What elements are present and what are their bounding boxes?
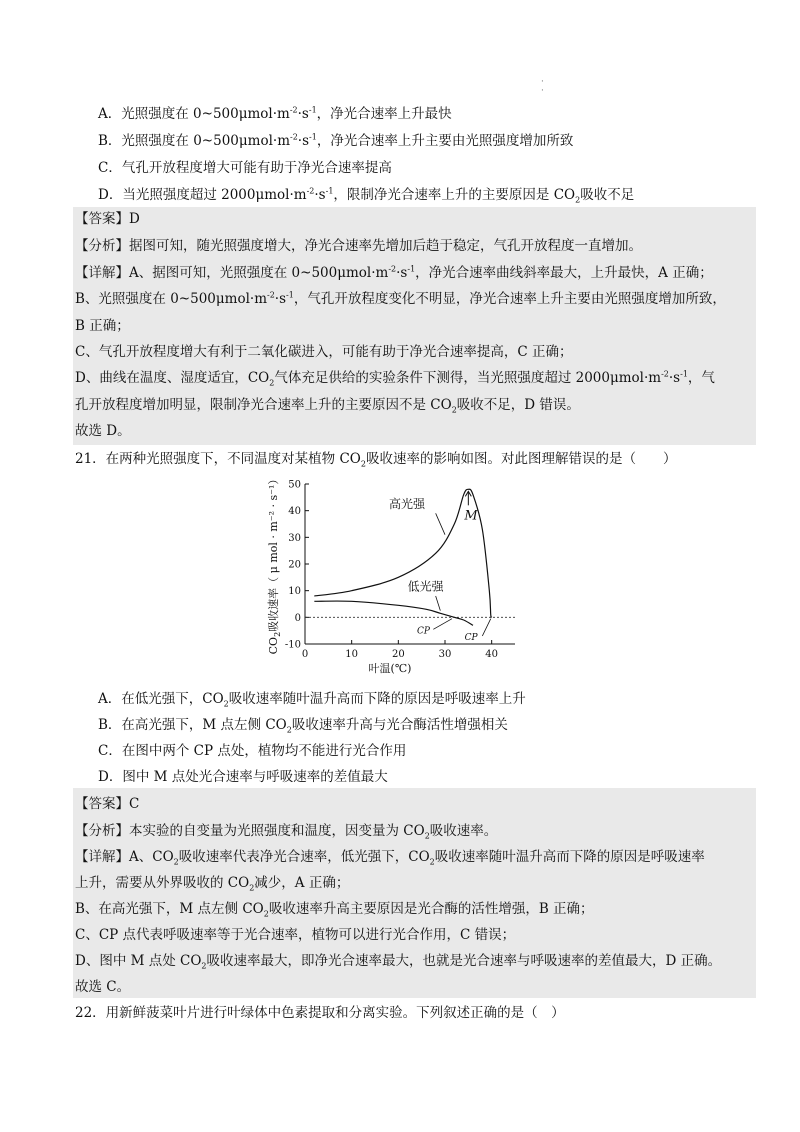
q21-detail-line: B、在高光强下，M 点左侧 $CO_2$吸收速率升高主要原因是光合酶的活性增强，B 正确； [75, 901, 594, 919]
q20-detail-line: 【详解】A、据图可知，光照强度在 $0\sim 500\mu mol\cdot m^{-2}\cdot s^{-1}$，净光合速率曲线斜率最大，上升最快，A 正确； [75, 264, 713, 281]
q20-option-c: C．气孔开放程度增大可能有助于净光合速率提高 [98, 160, 392, 176]
q21-option-c: C．在图中两个 CP 点处，植物均不能进行光合作用 [98, 743, 407, 759]
cp-label: CP [464, 633, 478, 643]
x-tick-label: 20 [391, 649, 405, 660]
y-tick-label: 30 [288, 532, 301, 544]
q21-option-d: D．图中 M 点处光合速率与呼吸速率的差值最大 [98, 769, 388, 785]
chart-plot-area [305, 489, 515, 643]
y-tick-label: -10 [284, 639, 301, 651]
cp-arrow [433, 619, 452, 630]
page-corner-dots: · · [541, 77, 544, 96]
q20-option-a: A．光照强度在 $0\sim 500\mu mol\cdot m^{-2}\cdot s^{-1}$，净光合速率上升最快 [98, 105, 452, 122]
q22-stem: 22．用新鲜菠菜叶片进行叶绿体中色素提取和分离实验。下列叙述正确的是（ ） [75, 1005, 565, 1021]
high-light-label: 高光强 [389, 497, 426, 511]
q21-detail-line: D、图中 M 点处 $CO_2$吸收速率最大，即净光合速率最大，也就是光合速率与呼吸速率的差值最大，D 正确。 [75, 953, 722, 971]
low-light-label: 低光强 [407, 579, 444, 594]
y-tick-label: 20 [288, 559, 301, 571]
q21-detail-line: C、CP 点代表呼吸速率等于光合速率，植物可以进行光合作用，C 错误； [75, 927, 516, 943]
q21-stem: 21．在两种光照强度下，不同温度对某植物 $CO_2$吸收速率的影响如图。对此图理解错误的是（ ） [75, 451, 677, 469]
q20-analysis: 【分析】据图可知，随光照强度增大，净光合速率先增加后趋于稳定，气孔开放程度一直增加。 [75, 238, 642, 254]
y-tick-label: 50 [288, 479, 301, 491]
q21-option-b: B．在高光强下，M 点左侧 $CO_2$吸收速率升高与光合酶活性增强相关 [98, 717, 508, 735]
y-tick-label: 40 [288, 506, 301, 518]
peak-label: M [464, 508, 478, 524]
q21-detail-line: 【详解】A、$CO_2$吸收速率代表净光合速率，低光强下，$CO_2$吸收速率随叶温升高而下降的原因是呼吸速率 [75, 849, 705, 867]
q20-option-d: D．当光照强度超过 $2000\mu mol\cdot m^{-2}\cdot s^{-1}$，限制净光合速率上升的主要原因是 $CO_2$吸收不足 [98, 186, 635, 205]
x-tick-label: 10 [345, 649, 359, 660]
cp-arrow [482, 619, 490, 636]
high-light-leader [436, 513, 445, 534]
co2-absorption-chart [260, 474, 530, 674]
q21-analysis: 【分析】本实验的自变量为光照强度和温度，因变量为 $CO_2$吸收速率。 [75, 823, 498, 841]
x-tick-label: 40 [485, 649, 499, 660]
low-light-leader [436, 596, 441, 611]
q21-answer: 【答案】C [75, 796, 140, 812]
q20-detail-line: C、气孔开放程度增大有利于二氧化碳进入，可能有助于净光合速率提高，C 正确； [75, 344, 573, 360]
q20-detail-line: B、光照强度在 $0\sim 500\mu mol\cdot m^{-2}\cdot s^{-1}$，气孔开放程度变化不明显，净光合速率上升主要由光照强度增加所致， [75, 290, 726, 307]
x-axis-label: 叶温(℃) [368, 662, 412, 674]
q21-choose: 故选 C。 [75, 979, 131, 995]
y-tick-label: 10 [288, 586, 301, 598]
q20-answer: 【答案】D [75, 211, 140, 227]
y-axis-label: $CO_2$吸收速率（ μ mol · m⁻² · s⁻¹） [267, 474, 282, 655]
y-tick-label: 0 [294, 612, 301, 624]
q20-detail-line: D、曲线在温度、湿度适宜，$CO_2$气体充足供给的实验条件下测得，当光照强度超过 $2000\mu mol\cdot m^{-2}\cdot s^{-1}$，气 [75, 369, 715, 388]
x-tick-label: 30 [438, 649, 452, 660]
q20-detail-line: 孔开放程度增加明显，限制净光合速率上升的主要原因不是 $CO_2$吸收不足，D 错误。 [75, 397, 580, 415]
x-tick-label: 0 [301, 649, 309, 660]
q20-detail-line: B 正确； [75, 318, 130, 334]
q21-option-a: A．在低光强下，$CO_2$吸收速率随叶温升高而下降的原因是呼吸速率上升 [98, 691, 526, 709]
q20-option-b: B．光照强度在 $0\sim 500\mu mol\cdot m^{-2}\cdot s^{-1}$，净光合速率上升主要由光照强度增加所致 [98, 132, 574, 149]
low-light-curve [314, 601, 473, 625]
q21-detail-line: 上升，需要从外界吸收的 $CO_2$减少，A 正确； [75, 875, 350, 893]
q20-choose: 故选 D。 [75, 423, 131, 439]
cp-label: CP [417, 626, 430, 637]
